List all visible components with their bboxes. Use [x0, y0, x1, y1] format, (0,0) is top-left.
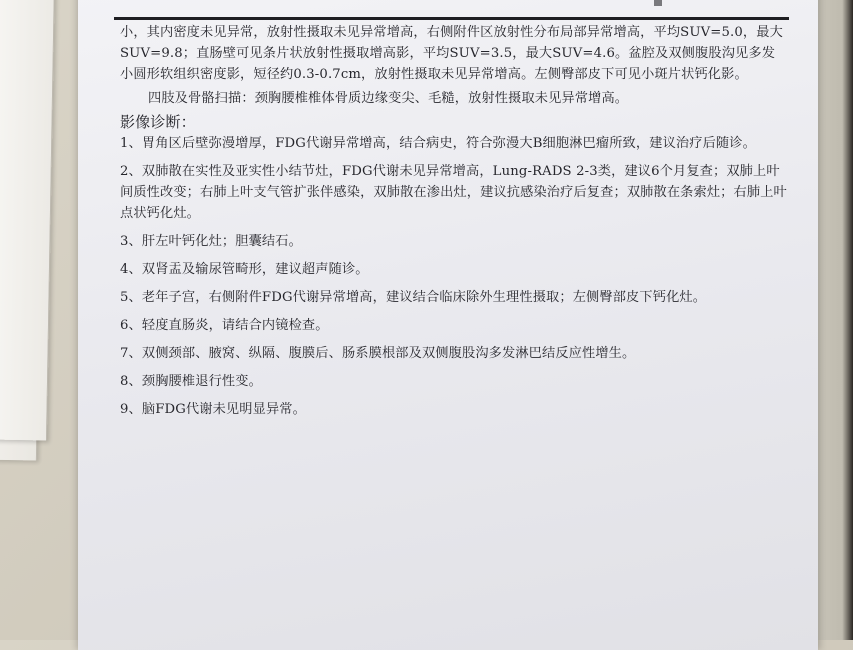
diagnosis-item: 7、双侧颈部、腋窝、纵隔、腹膜后、肠系膜根部及双侧腹股沟多发淋巴结反应性增生。 [120, 346, 636, 361]
diagnosis-item: 2、双肺散在实性及亚实性小结节灶，FDG代谢未见异常增高，Lung-RADS 2-3类，建议6个月复查；双肺上叶间质性改变；右肺上叶支气管扩张伴感染，双肺散在渗出灶，建议抗感染治疗后复查；双肺散在条索灶；右肺上叶点状钙化灶。 [120, 164, 787, 221]
diagnosis-item: 5、老年子宫，右侧附件FDG代谢异常增高，建议结合临床除外生理性摄取；左侧臀部皮下钙化灶。 [120, 290, 707, 305]
diagnosis-item: 4、双肾盂及输尿管畸形，建议超声随诊。 [120, 262, 369, 277]
findings-paragraph: 小，其内密度未见异常，放射性摄取未见异常增高，右侧附件区放射性分布局部异常增高，平均SUV=5.0，最大SUV=9.8；直肠壁可见条片状放射性摄取增高影，平均SUV=3.5，最大SUV=4.6。盆腔及双侧腹股沟见多发小圆形软组织密度影，短径约0.3-0.7cm，放射性摄取未见异常增高。左侧臀部皮下可见小斑片状钙化影。 [120, 25, 783, 82]
header-rule [114, 17, 789, 20]
report-body [120, 22, 788, 420]
diagnosis-item: 6、轻度直肠炎，请结合内镜检查。 [120, 318, 329, 333]
diagnosis-item: 9、脑FDG代谢未见明显异常。 [120, 402, 306, 417]
bone-scan-finding: 四肢及骨骼扫描：颈胸腰椎椎体骨质边缘变尖、毛糙，放射性摄取未见异常增高。 [148, 91, 629, 106]
diagnosis-list [120, 133, 788, 420]
background-paper-sheet [0, 0, 55, 440]
cropped-header-remnant [114, 0, 789, 6]
report-page [78, 0, 818, 650]
diagnosis-heading: 影像诊断： [120, 113, 196, 131]
table-edge [817, 0, 853, 640]
diagnosis-item: 8、颈胸腰椎退行性变。 [120, 374, 262, 389]
diagnosis-item: 3、肝左叶钙化灶；胆囊结石。 [120, 234, 302, 249]
diagnosis-item: 1、胃角区后壁弥漫增厚，FDG代谢异常增高，结合病史，符合弥漫大B细胞淋巴瘤所致，建议治疗后随诊。 [120, 136, 756, 151]
